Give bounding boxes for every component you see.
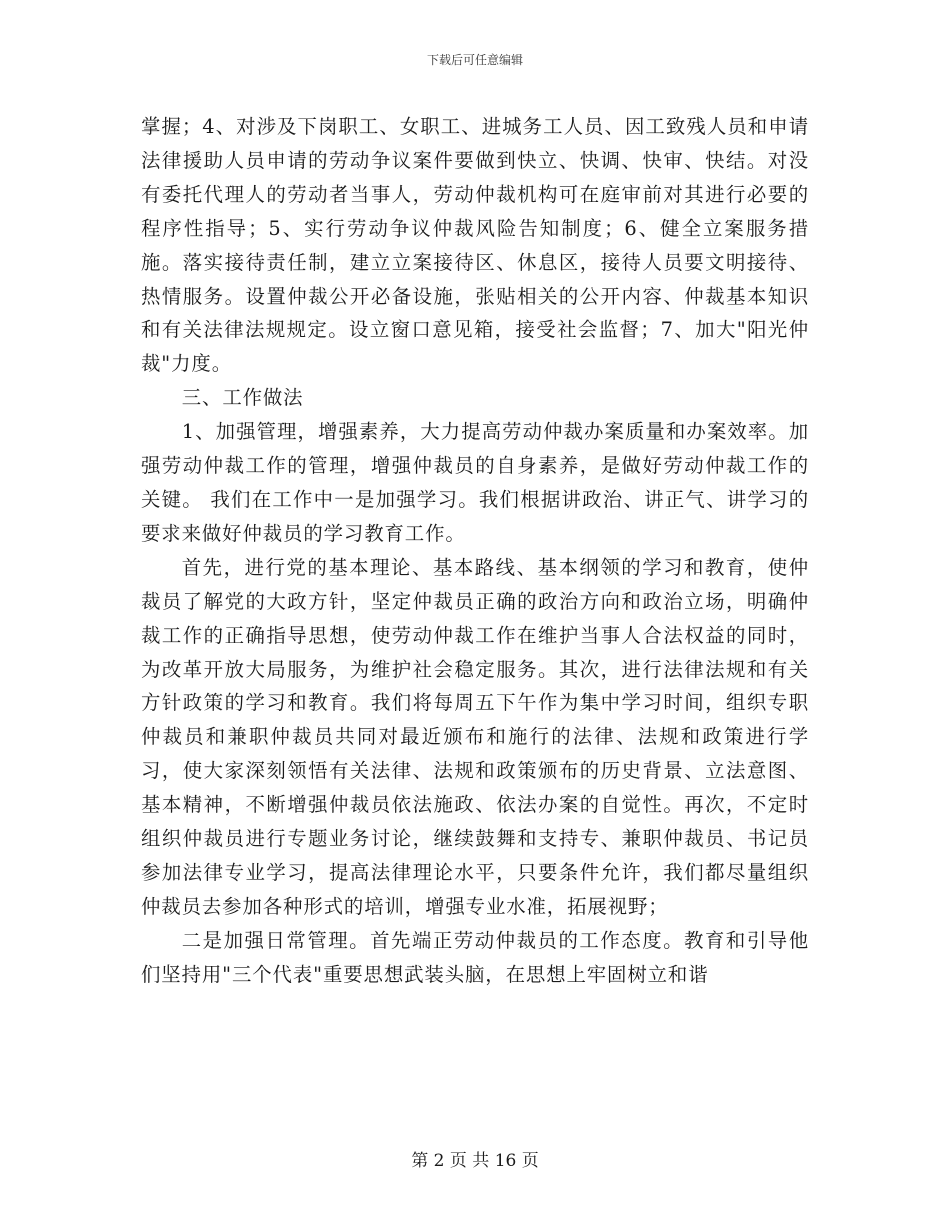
paragraph-3: 首先，进行党的基本理论、基本路线、基本纲领的学习和教育，使仲裁员了解党的大政方针，坚定仲裁员正确的政治方向和政治立场，明确仲裁工作的正确指导思想，使劳动仲裁工作在维护当事人合法权益的同时，为改革开放大局服务，为维护社会稳定服务。其次，进行法律法规和有关方针政策的学习和教育。我们将每周五下午作为集中学习时间，组织专职仲裁员和兼职仲裁员共同对最近颁布和施行的法律、法规和政策进行学习，使大家深刻领悟有关法律、法规和政策颁布的历史背景、立法意图、基本精神，不断增强仲裁员依法施政、依法办案的自觉性。再次，不定时组织仲裁员进行专题业务讨论，继续鼓舞和支持专、兼职仲裁员、书记员参加法律专业学习，提高法律理论水平，只要条件允许，我们都尽量组织仲裁员去参加各种形式的培训，增强专业水准，拓展视野； xyxy=(141,555,809,918)
footer-middle: 页 共 xyxy=(449,1151,490,1171)
document-body xyxy=(141,110,809,992)
paragraph-2: 1、加强管理，增强素养，大力提高劳动仲裁办案质量和办案效率。加强劳动仲裁工作的管理，增强仲裁员的自身素养，是做好劳动仲裁工作的关键。 我们在工作中一是加强学习。我们根据讲政治、讲正气、讲学习的要求来做好仲裁员的学习教育工作。 xyxy=(141,420,809,545)
footer-suffix: 页 xyxy=(521,1151,539,1171)
footer-total-pages: 16 xyxy=(494,1151,517,1171)
footer-current-page: 2 xyxy=(433,1151,445,1171)
section-heading: 三、工作做法 xyxy=(181,386,304,410)
paragraph-4: 二是加强日常管理。首先端正劳动仲裁员的工作态度。教育和引导他们坚持用"三个代表"重要思想武装头脑，在思想上牢固树立和谐 xyxy=(141,928,809,986)
page-footer xyxy=(0,1150,950,1172)
paragraph-1: 掌握；4、对涉及下岗职工、女职工、进城务工人员、因工致残人员和申请法律援助人员申请的劳动争议案件要做到快立、快调、快审、快结。对没有委托代理人的劳动者当事人，劳动仲裁机构可在庭审前对其进行必要的程序性指导；5、实行劳动争议仲裁风险告知制度；6、健全立案服务措施。落实接待责任制，建立立案接待区、休息区，接待人员要文明接待、热情服务。设置仲裁公开必备设施，张贴相关的公开内容、仲裁基本知识和有关法律法规规定。设立窗口意见箱，接受社会监督；7、加大"阳光仲裁"力度。 xyxy=(141,115,809,376)
footer-prefix: 第 xyxy=(411,1151,429,1171)
header-note: 下载后可任意编辑 xyxy=(426,53,523,67)
